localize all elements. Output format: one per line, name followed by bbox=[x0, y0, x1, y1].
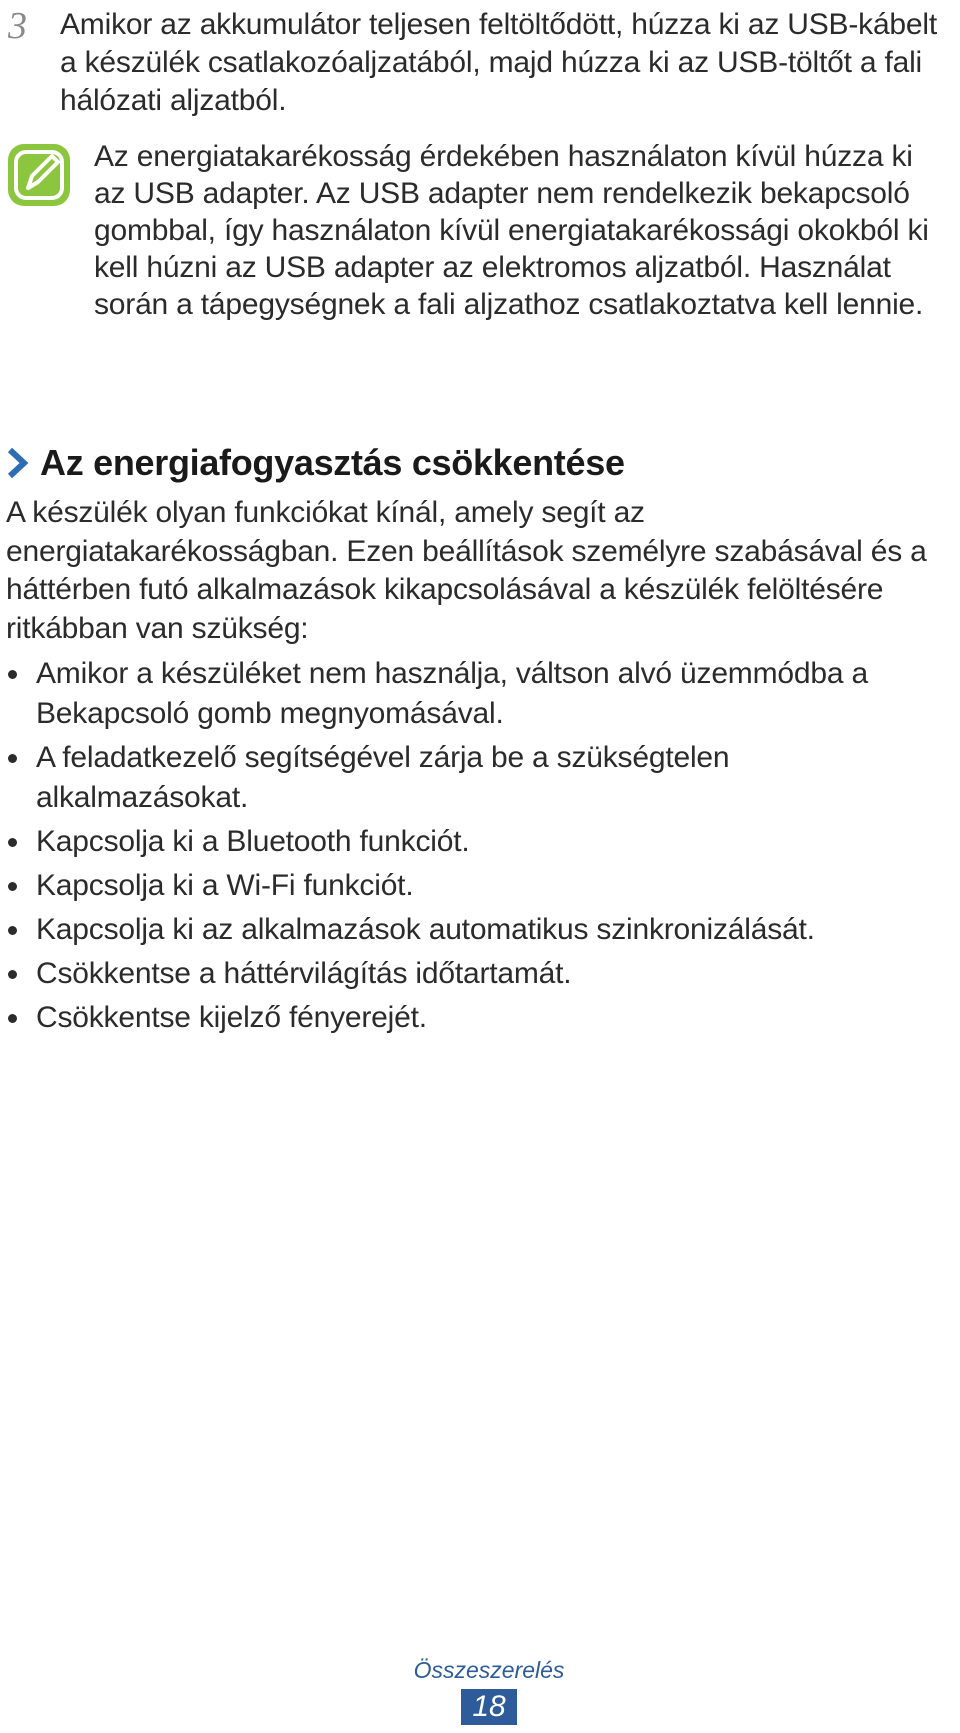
list-item bbox=[6, 998, 946, 1038]
step-number: 3 bbox=[8, 5, 27, 47]
footer-section-name: Összeszerelés bbox=[413, 1657, 565, 1683]
step-3 bbox=[8, 6, 938, 120]
list-item-text: Kapcsolja ki a Bluetooth funkciót. bbox=[36, 825, 470, 858]
section-heading bbox=[6, 438, 946, 488]
list-item-text: Amikor a készüléket nem használja, váltson alvó üzemmódba a Bekapcsoló gomb megnyomásával. bbox=[36, 657, 868, 730]
bullet-icon bbox=[8, 1014, 17, 1023]
note-box bbox=[6, 138, 946, 323]
note-text: Az energiatakarékosság érdekében használaton kívül húzza ki az USB adapter. Az USB adapter nem rendelkezik bekapcsoló gombbal, így használaton kívül energiatakarékossági okokból ki kell húzni az USB adapter az elektromos aljzatból. Használat során a tápegységnek a fali aljzathoz csatlakoztatva kell lennie. bbox=[94, 140, 929, 321]
bullet-icon bbox=[8, 670, 17, 679]
tips-list bbox=[6, 654, 946, 1038]
bullet-icon bbox=[8, 838, 17, 847]
list-item-text: Csökkentse kijelző fényerejét. bbox=[36, 1001, 427, 1034]
step-text: Amikor az akkumulátor teljesen feltöltődött, húzza ki az USB-kábelt a készülék csatlakozóaljzatából, majd húzza ki az USB-töltőt a fali hálózati aljzatból. bbox=[60, 8, 938, 117]
list-item bbox=[6, 738, 946, 818]
page-footer bbox=[0, 1655, 960, 1725]
list-item-text: Kapcsolja ki az alkalmazások automatikus szinkronizálását. bbox=[36, 913, 815, 946]
list-item bbox=[6, 654, 946, 734]
list-item bbox=[6, 866, 946, 906]
energy-saving-section bbox=[6, 438, 946, 1042]
note-pencil-icon bbox=[6, 142, 72, 208]
section-intro: A készülék olyan funkciókat kínál, amely segít az energiatakarékosságban. Ezen beállítások személyre szabásával és a háttérben futó alkalmazások kikapcsolásával a készülék felöltésére ritkábban van szükség: bbox=[6, 496, 927, 645]
section-title: Az energiafogyasztás csökkentése bbox=[40, 442, 625, 483]
chevron-right-icon bbox=[6, 446, 30, 480]
list-item bbox=[6, 954, 946, 994]
list-item bbox=[6, 910, 946, 950]
list-item bbox=[6, 822, 946, 862]
bullet-icon bbox=[8, 882, 17, 891]
bullet-icon bbox=[8, 970, 17, 979]
bullet-icon bbox=[8, 926, 17, 935]
bullet-icon bbox=[8, 754, 17, 763]
list-item-text: Kapcsolja ki a Wi-Fi funkciót. bbox=[36, 869, 414, 902]
list-item-text: Csökkentse a háttérvilágítás időtartamát. bbox=[36, 957, 572, 990]
page-number: 18 bbox=[461, 1689, 517, 1725]
list-item-text: A feladatkezelő segítségével zárja be a szükségtelen alkalmazásokat. bbox=[36, 741, 730, 814]
